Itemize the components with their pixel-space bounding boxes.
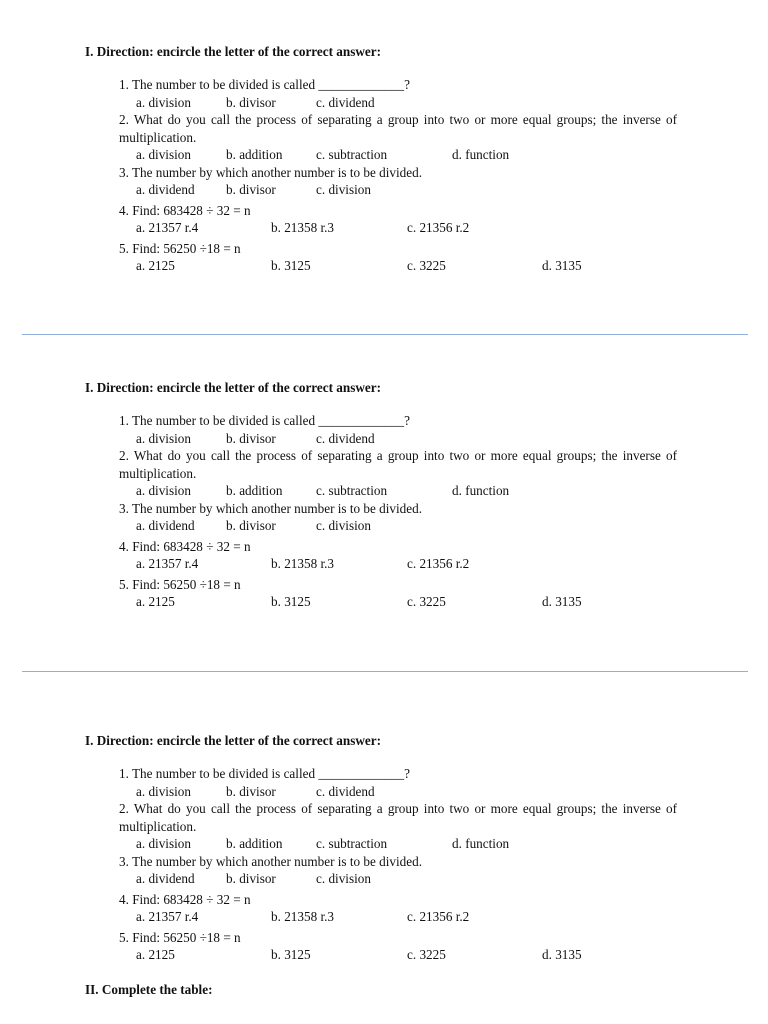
option-b[interactable]: b. divisor xyxy=(226,182,276,197)
option-c[interactable]: c. 21356 r.2 xyxy=(407,220,470,235)
question-1: 1. The number to be divided is called _____________? xyxy=(119,77,410,92)
option-d[interactable]: d. 3135 xyxy=(542,594,582,609)
option-a[interactable]: a. 2125 xyxy=(136,258,175,273)
option-a[interactable]: a. 21357 r.4 xyxy=(136,909,199,924)
question-1-options xyxy=(119,94,677,112)
question-5: 5. Find: 56250 ÷18 = n xyxy=(119,929,241,945)
option-c[interactable]: c. subtraction xyxy=(316,147,388,162)
option-c[interactable]: c. 3225 xyxy=(407,947,446,962)
question-4-options xyxy=(119,219,677,238)
question-2-options xyxy=(119,835,677,853)
option-a[interactable]: a. dividend xyxy=(136,182,195,197)
option-a[interactable]: a. division xyxy=(136,94,191,110)
question-4: 4. Find: 683428 ÷ 32 = n xyxy=(119,891,251,907)
option-d[interactable]: d. 3135 xyxy=(542,947,582,962)
option-a[interactable]: a. 2125 xyxy=(136,947,175,962)
option-a[interactable]: a. 21357 r.4 xyxy=(136,556,199,571)
option-a[interactable]: a. 21357 r.4 xyxy=(136,220,199,235)
option-c[interactable]: c. dividend xyxy=(316,430,375,446)
question-5-options xyxy=(119,946,677,964)
question-2: 2. What do you call the process of separating a group into two or more equal groups; the inverse of multiplication. xyxy=(119,112,677,145)
question-5: 5. Find: 56250 ÷18 = n xyxy=(119,240,241,256)
option-d[interactable]: d. function xyxy=(452,483,510,498)
option-b[interactable]: b. 3125 xyxy=(271,258,311,273)
question-2-options xyxy=(119,146,677,164)
option-c[interactable]: c. division xyxy=(316,518,371,533)
question-3-options xyxy=(119,517,677,536)
option-b[interactable]: b. 21358 r.3 xyxy=(271,220,335,235)
divider-line xyxy=(22,671,748,672)
option-b[interactable]: b. 21358 r.3 xyxy=(271,909,335,924)
direction-heading: I. Direction: encircle the letter of the correct answer: xyxy=(85,733,381,748)
option-b[interactable]: b. divisor xyxy=(226,518,276,533)
option-c[interactable]: c. subtraction xyxy=(316,836,388,851)
question-5-options xyxy=(119,257,677,275)
option-a[interactable]: a. division xyxy=(136,836,191,851)
option-b[interactable]: b. addition xyxy=(226,147,283,162)
question-3: 3. The number by which another number is to be divided. xyxy=(119,164,423,180)
option-a[interactable]: a. division xyxy=(136,430,191,446)
option-c[interactable]: c. dividend xyxy=(316,94,375,110)
option-b[interactable]: b. addition xyxy=(226,836,283,851)
section-two-heading: II. Complete the table: xyxy=(85,982,213,997)
question-3: 3. The number by which another number is to be divided. xyxy=(119,853,423,869)
option-c[interactable]: c. division xyxy=(316,871,371,886)
option-a[interactable]: a. division xyxy=(136,783,191,799)
question-list xyxy=(119,765,677,964)
option-b[interactable]: b. addition xyxy=(226,483,283,498)
direction-heading: I. Direction: encircle the letter of the correct answer: xyxy=(85,380,381,395)
question-1: 1. The number to be divided is called _____________? xyxy=(119,413,410,428)
option-c[interactable]: c. 3225 xyxy=(407,258,446,273)
option-b[interactable]: b. divisor xyxy=(226,871,276,886)
question-1-options xyxy=(119,783,677,801)
option-a[interactable]: a. dividend xyxy=(136,871,195,886)
question-list xyxy=(119,412,677,611)
option-a[interactable]: a. 2125 xyxy=(136,594,175,609)
direction-heading: I. Direction: encircle the letter of the correct answer: xyxy=(85,44,381,59)
question-5-options xyxy=(119,593,677,611)
option-c[interactable]: c. 21356 r.2 xyxy=(407,556,470,571)
option-b[interactable]: b. divisor xyxy=(226,783,276,799)
question-list xyxy=(119,76,677,275)
option-b[interactable]: b. divisor xyxy=(226,430,276,446)
question-5: 5. Find: 56250 ÷18 = n xyxy=(119,576,241,592)
question-2: 2. What do you call the process of separating a group into two or more equal groups; the inverse of multiplication. xyxy=(119,448,677,481)
option-d[interactable]: d. function xyxy=(452,147,510,162)
question-3-options xyxy=(119,181,677,200)
question-3: 3. The number by which another number is to be divided. xyxy=(119,500,423,516)
question-1: 1. The number to be divided is called _____________? xyxy=(119,766,410,781)
option-c[interactable]: c. 21356 r.2 xyxy=(407,909,470,924)
option-a[interactable]: a. division xyxy=(136,147,191,162)
option-c[interactable]: c. division xyxy=(316,182,371,197)
option-d[interactable]: d. function xyxy=(452,836,510,851)
option-b[interactable]: b. 21358 r.3 xyxy=(271,556,335,571)
option-b[interactable]: b. divisor xyxy=(226,94,276,110)
option-d[interactable]: d. 3135 xyxy=(542,258,582,273)
option-c[interactable]: c. dividend xyxy=(316,783,375,799)
option-a[interactable]: a. division xyxy=(136,483,191,498)
option-c[interactable]: c. subtraction xyxy=(316,483,388,498)
question-3-options xyxy=(119,870,677,889)
question-4-options xyxy=(119,908,677,927)
question-2-options xyxy=(119,482,677,500)
question-4: 4. Find: 683428 ÷ 32 = n xyxy=(119,202,251,218)
question-2: 2. What do you call the process of separating a group into two or more equal groups; the inverse of multiplication. xyxy=(119,801,677,834)
option-b[interactable]: b. 3125 xyxy=(271,947,311,962)
question-4-options xyxy=(119,555,677,574)
question-4: 4. Find: 683428 ÷ 32 = n xyxy=(119,538,251,554)
option-b[interactable]: b. 3125 xyxy=(271,594,311,609)
option-c[interactable]: c. 3225 xyxy=(407,594,446,609)
question-1-options xyxy=(119,430,677,448)
option-a[interactable]: a. dividend xyxy=(136,518,195,533)
divider-line xyxy=(22,334,748,335)
